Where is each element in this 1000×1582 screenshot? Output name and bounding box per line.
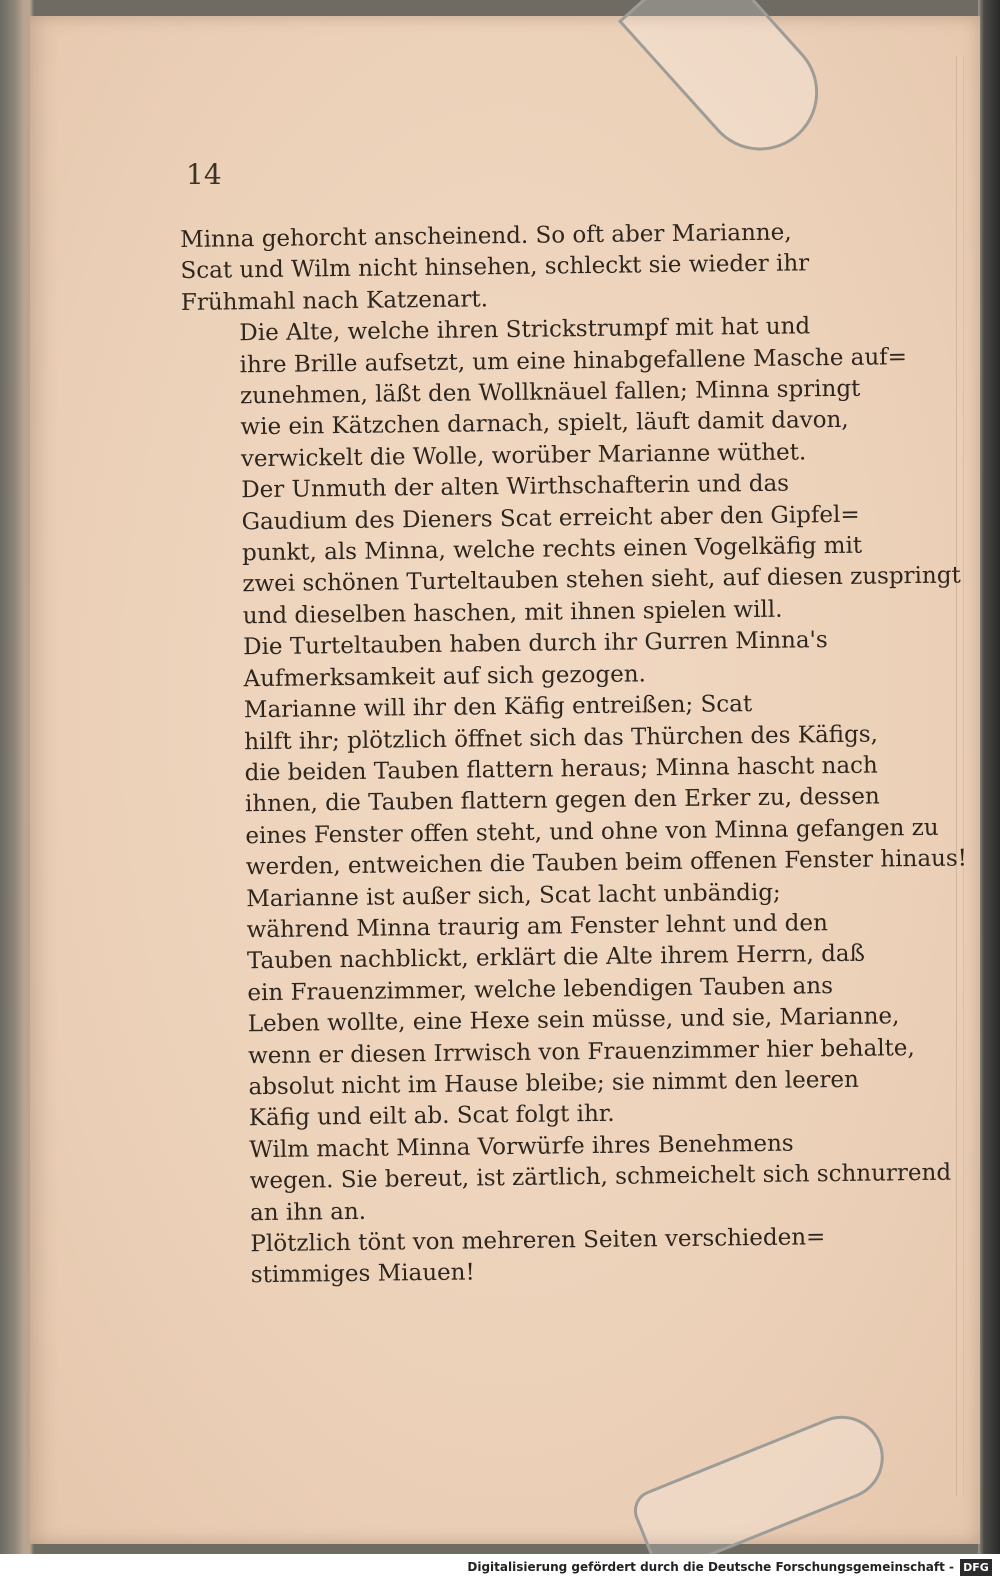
text-line: wegen. Sie bereut, ist zärtlich, schmeichelt sich schnurrend xyxy=(249,1159,952,1195)
text-line: stimmiges Miauen! xyxy=(250,1259,475,1289)
text-line: Die Turteltauben haben durch ihr Gurren Minna's xyxy=(243,627,828,661)
text-line: hilft ihr; plötzlich öffnet sich das Thürchen des Käfigs, xyxy=(244,721,879,755)
text-line: Leben wollte, eine Hexe sein müsse, und sie, Marianne, xyxy=(247,1003,900,1038)
paragraph xyxy=(186,688,968,885)
paragraph xyxy=(181,311,908,476)
page-number: 14 xyxy=(186,158,222,191)
text-line: Die Alte, welche ihren Strickstrumpf mit hat und xyxy=(239,313,811,347)
text-line: Der Unmuth der alten Wirthschafterin und das xyxy=(241,470,790,504)
text-line: zwei schönen Turteltauben stehen sieht, auf diesen zuspringt xyxy=(242,562,961,598)
text-line: an ihn an. xyxy=(249,1198,367,1226)
paragraph xyxy=(191,1127,952,1230)
body-text xyxy=(180,217,968,1293)
text-line: werden, entweichen die Tauben beim offenen Fenster hinaus! xyxy=(245,845,968,881)
text-line: punkt, als Minna, welche rechts einen Vogelkäfig mit xyxy=(241,532,863,567)
text-line: ihre Brille aufsetzt, um eine hinabgefallene Masche auf= xyxy=(239,343,908,378)
text-line: Gaudium des Dieners Scat erreicht aber den Gipfel= xyxy=(241,501,860,535)
paragraph xyxy=(180,217,871,320)
text-line: Minna gehorcht anscheinend. So oft aber Marianne, xyxy=(180,219,792,253)
text-line: die beiden Tauben flattern heraus; Minna hascht nach xyxy=(244,752,878,787)
page-edge-shadow xyxy=(956,56,964,1496)
text-line: wenn er diesen Irrwisch von Frauenzimmer hier behalte, xyxy=(247,1034,915,1069)
text-line: Käfig und eilt ab. Scat folgt ihr. xyxy=(248,1101,615,1132)
dfg-logo-icon: DFG xyxy=(960,1559,992,1576)
paper-clip-bottom-icon xyxy=(628,1403,897,1577)
text-line: und dieselben haschen, mit ihnen spielen will. xyxy=(242,596,783,630)
footer-bar xyxy=(0,1554,1000,1582)
text-line: eines Fenster offen steht, und ohne von Minna gefangen zu xyxy=(245,814,939,849)
paragraph xyxy=(183,468,961,633)
text-line: absolut nicht im Hause bleibe; sie nimmt den leeren xyxy=(248,1066,859,1101)
text-line: Tauben nachblickt, erklärt die Alte ihrem Herrn, daß xyxy=(246,941,866,975)
paragraph xyxy=(185,625,876,696)
text-line: Plötzlich tönt von mehreren Seiten verschieden= xyxy=(250,1224,826,1258)
text-line: Wilm macht Minna Vorwürfe ihres Benehmens xyxy=(249,1130,794,1164)
paper-clip-top-icon xyxy=(618,0,842,174)
paragraph xyxy=(188,876,915,1136)
book-cover-edge xyxy=(978,0,1000,1582)
funding-notice: Digitalisierung gefördert durch die Deutsche Forschungsgemeinschaft - xyxy=(467,1560,954,1574)
text-line: zunehmen, läßt den Wollknäuel fallen; Minna springt xyxy=(239,375,861,410)
text-line: Marianne ist außer sich, Scat lacht unbändig; xyxy=(246,879,781,912)
text-line: ein Frauenzimmer, welche lebendigen Tauben ans xyxy=(247,972,834,1006)
text-line: Scat und Wilm nicht hinsehen, schleckt sie wieder ihr xyxy=(180,250,810,285)
text-line: Aufmerksamkeit auf sich gezogen. xyxy=(243,661,647,692)
text-line: während Minna traurig am Fenster lehnt und den xyxy=(246,910,828,944)
text-line: Frühmahl nach Katzenart. xyxy=(180,286,489,316)
text-line: verwickelt die Wolle, worüber Marianne wüthet. xyxy=(240,439,807,473)
text-line: wie ein Kätzchen darnach, spielt, läuft damit davon, xyxy=(240,407,849,441)
text-line: ihnen, die Tauben flattern gegen den Erker zu, dessen xyxy=(244,783,880,818)
paragraph xyxy=(192,1221,883,1292)
text-line: Marianne will ihr den Käfig entreißen; Scat xyxy=(243,691,753,724)
